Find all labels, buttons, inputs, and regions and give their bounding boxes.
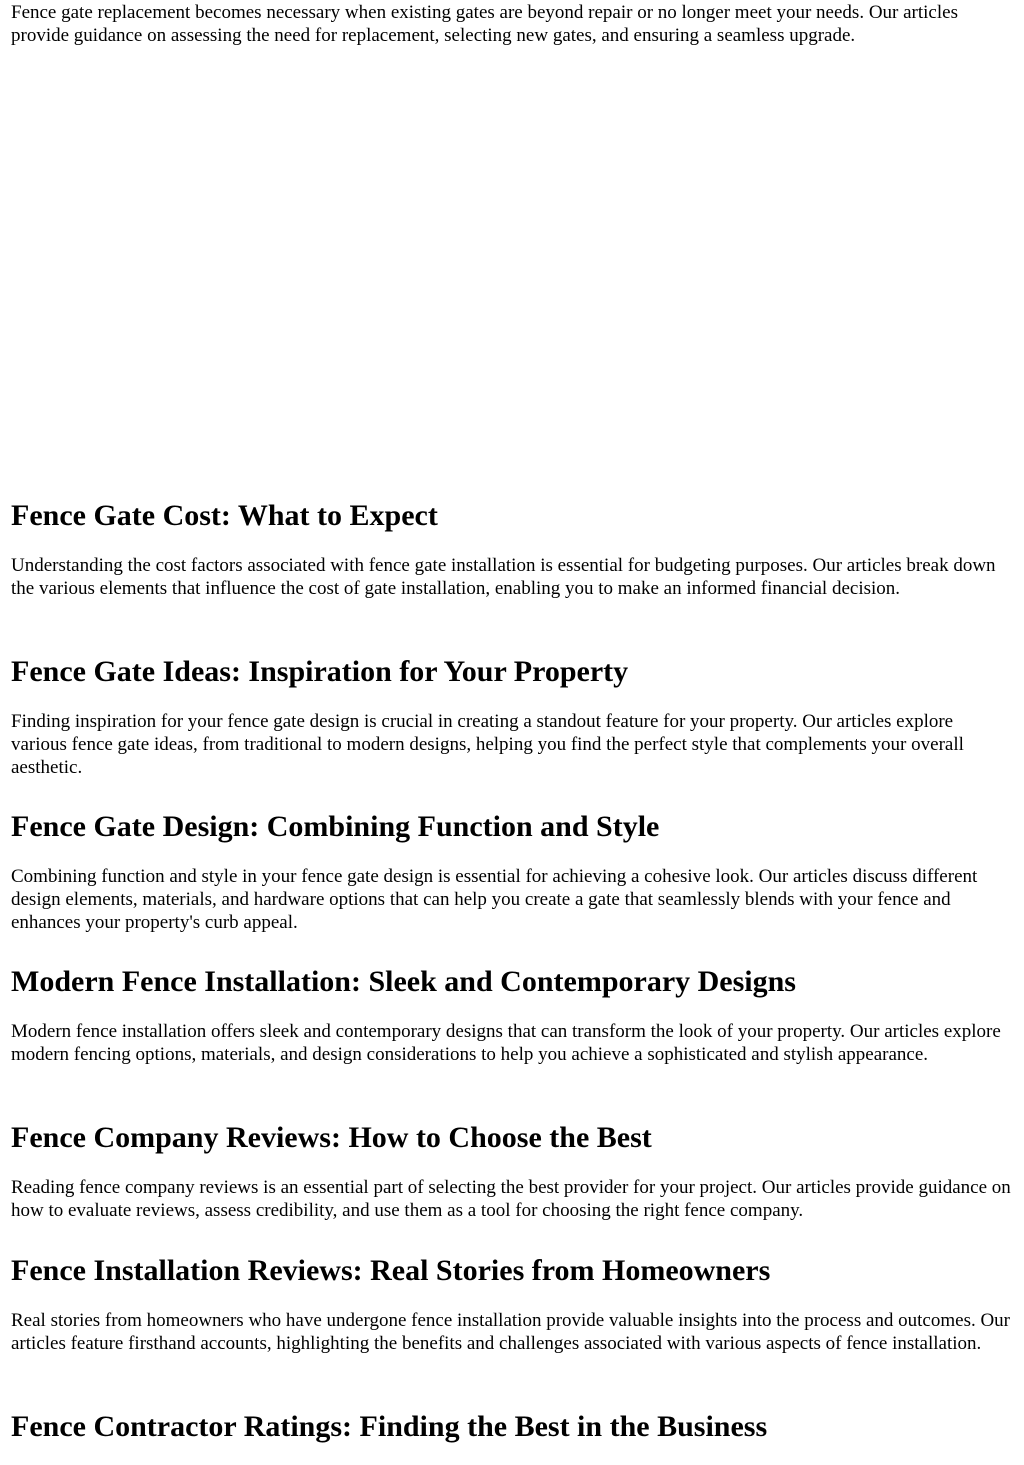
section-fence-company-reviews bbox=[11, 1121, 1011, 1222]
intro-paragraph: Fence gate replacement becomes necessary when existing gates are beyond repair or no longer meet your needs. Our articles provide guidance on assessing the need for replacement, selecting new gates, and ensuring a seamless upgrade. bbox=[11, 2, 958, 46]
section-fence-gate-ideas bbox=[11, 655, 1011, 779]
section-heading: Fence Installation Reviews: Real Stories from Homeowners bbox=[11, 1254, 771, 1287]
section-heading: Fence Gate Cost: What to Expect bbox=[11, 499, 438, 532]
section-fence-contractor-ratings bbox=[11, 1410, 1011, 1465]
section-fence-installation-reviews bbox=[11, 1254, 1011, 1355]
section-modern-fence-installation bbox=[11, 965, 1011, 1066]
section-heading: Fence Gate Design: Combining Function and Style bbox=[11, 810, 660, 843]
section-fence-gate-design bbox=[11, 810, 1011, 934]
section-body: Real stories from homeowners who have undergone fence installation provide valuable insights into the process and outcomes. Our articles feature firsthand accounts, highlighting the benefits and challenges associated with various aspects of fence installation. bbox=[11, 1310, 1011, 1354]
section-fence-gate-cost bbox=[11, 499, 1011, 600]
section-body: Understanding the cost factors associated with fence gate installation is essential for budgeting purposes. Our articles break down the various elements that influence the cost of gate installation, enabling you to make an informed financial decision. bbox=[11, 555, 996, 599]
section-heading: Fence Gate Ideas: Inspiration for Your Property bbox=[11, 655, 629, 688]
section-heading: Modern Fence Installation: Sleek and Contemporary Designs bbox=[11, 965, 796, 998]
section-body: Finding inspiration for your fence gate design is crucial in creating a standout feature for your property. Our articles explore various fence gate ideas, from traditional to modern designs, helping you find the perfect style that complements your overall aesthetic. bbox=[11, 711, 964, 778]
section-body: Combining function and style in your fence gate design is essential for achieving a cohesive look. Our articles discuss different design elements, materials, and hardware options that can help you create a gate that seamlessly blends with your fence and enhances your property's curb appeal. bbox=[11, 866, 978, 933]
section-heading: Fence Company Reviews: How to Choose the Best bbox=[11, 1121, 652, 1154]
blank-embed-area bbox=[11, 60, 1011, 490]
section-heading: Fence Contractor Ratings: Finding the Best in the Business bbox=[11, 1410, 768, 1443]
section-body: Reading fence company reviews is an essential part of selecting the best provider for your project. Our articles provide guidance on how to evaluate reviews, assess credibility, and use them as a tool for choosing the right fence company. bbox=[11, 1177, 1011, 1221]
section-body: Modern fence installation offers sleek and contemporary designs that can transform the look of your property. Our articles explore modern fencing options, materials, and design considerations to help you achieve a sophisticated and stylish appearance. bbox=[11, 1021, 1001, 1065]
